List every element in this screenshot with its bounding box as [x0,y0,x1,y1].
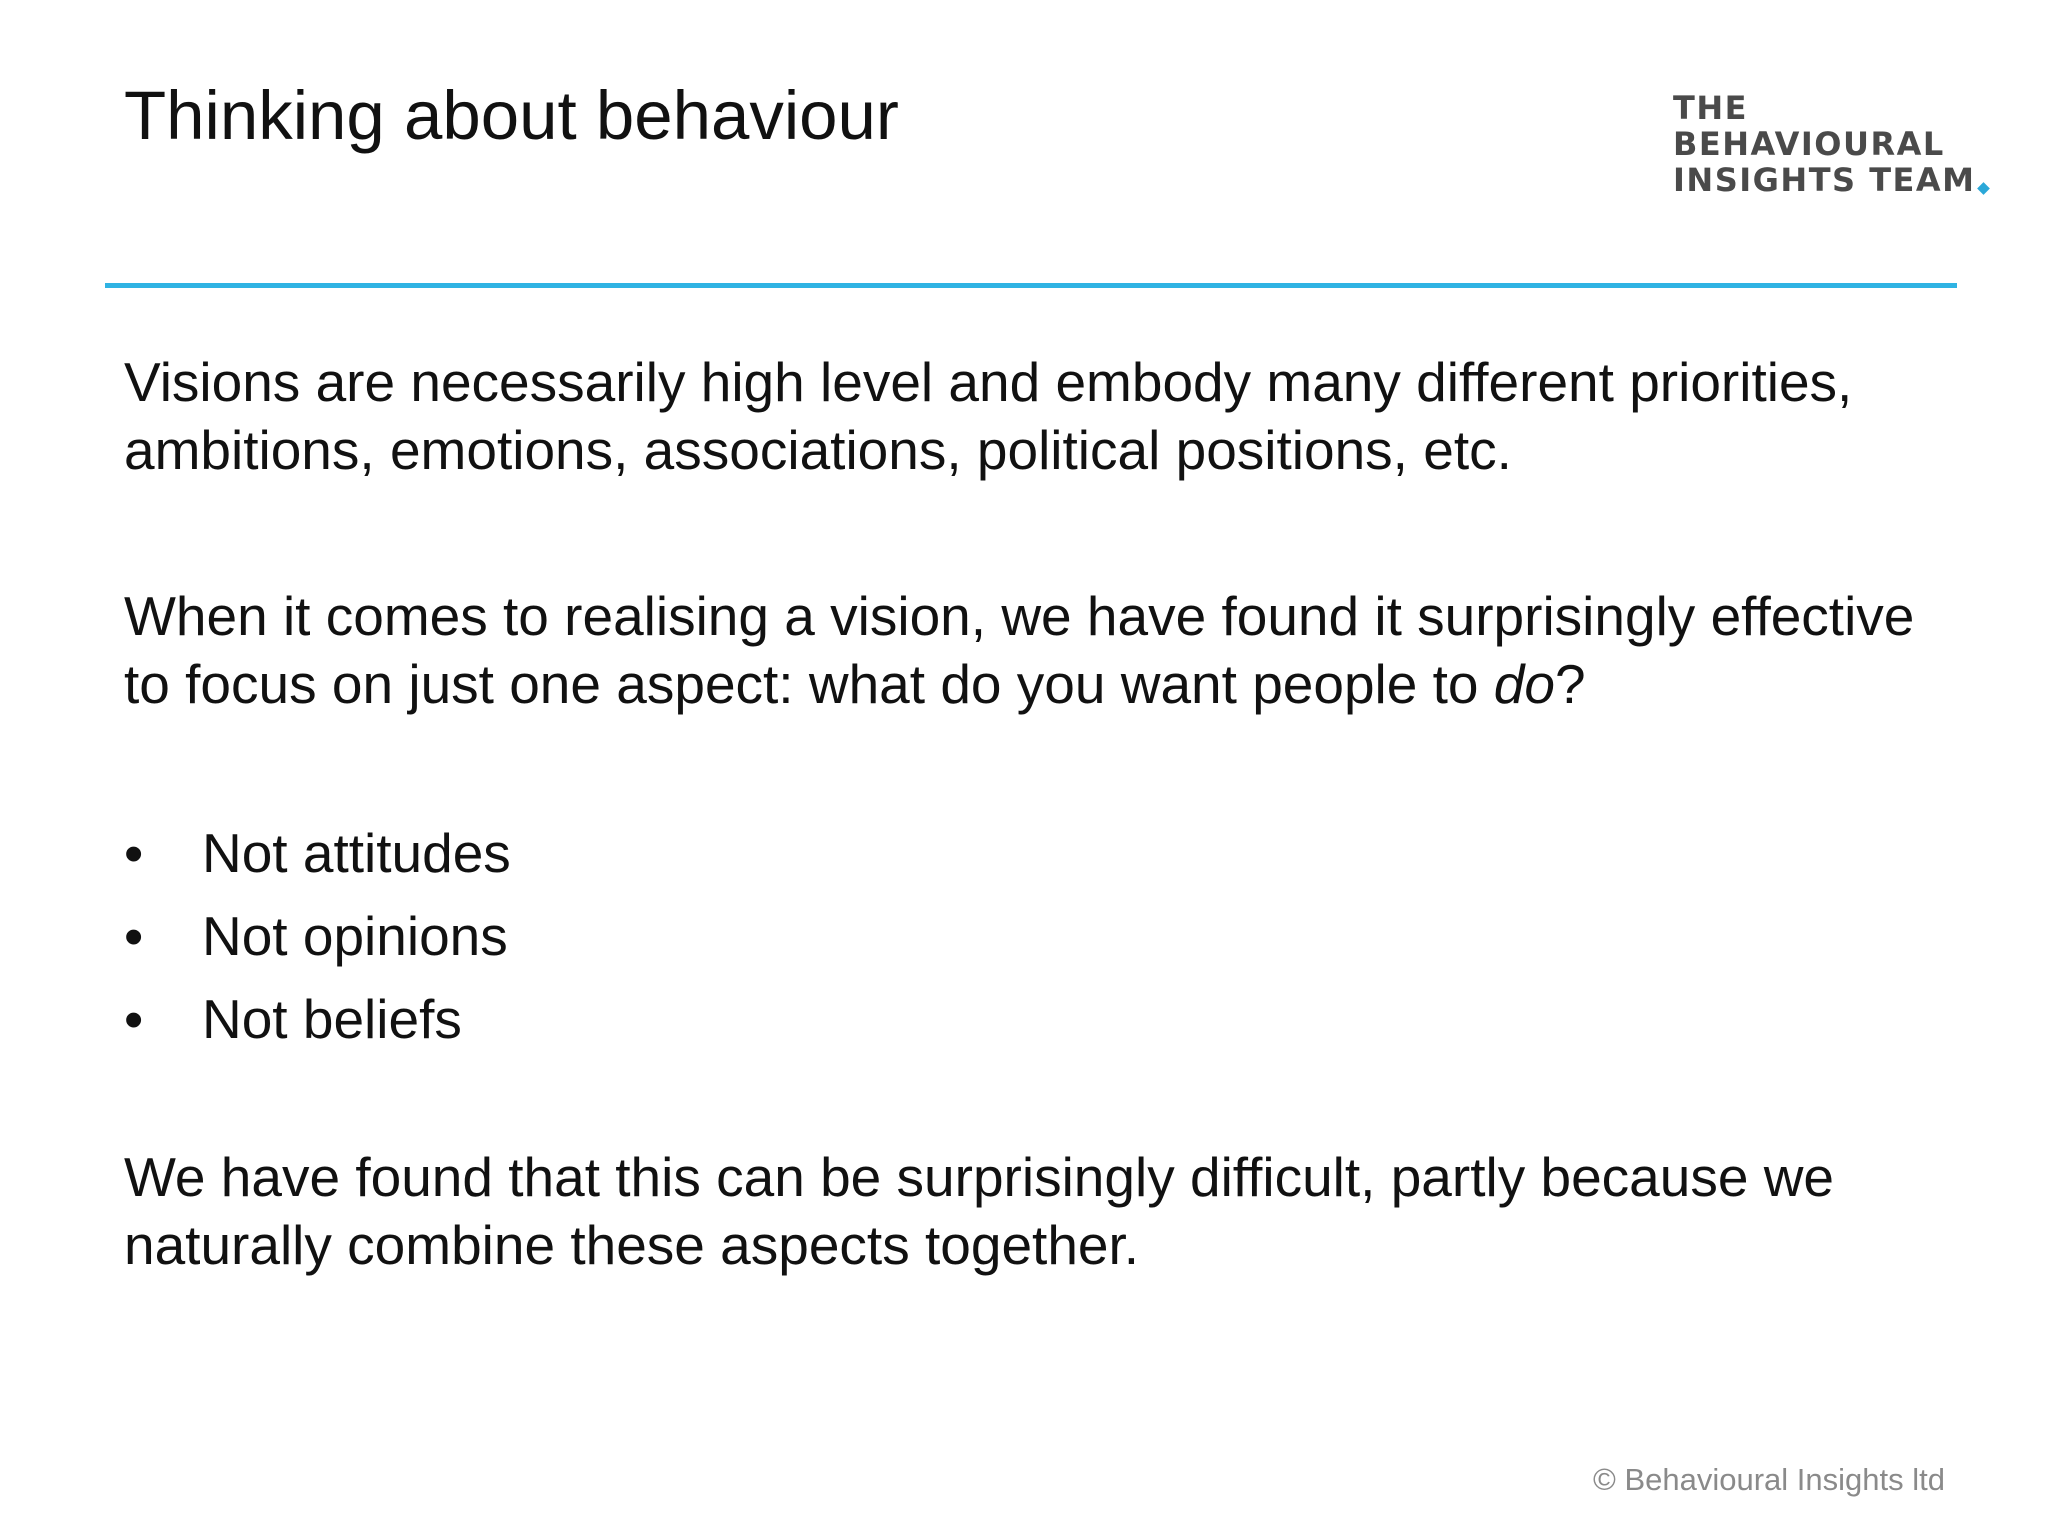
bullet-item [124,895,511,978]
paragraph-visions: Visions are necessarily high level and embody many different priorities, ambitions, emotions, associations, political positions, etc. [124,351,1853,481]
logo-line-3 [1673,161,1976,199]
bullet-icon: • [124,822,144,884]
bullet-item [124,978,511,1061]
logo-line-2: BEHAVIOURAL [1673,125,1945,163]
bit-logo [1673,89,1976,199]
bullet-item [124,812,511,895]
bullet-icon: • [124,988,144,1050]
paragraph-realising-vision [124,582,1964,718]
paragraph-difficult: We have found that this can be surprisingly difficult, partly because we naturally combine these aspects together. [124,1146,1835,1276]
bullet-text: Not opinions [202,905,508,967]
bullet-list [124,812,511,1061]
logo-accent-dot-icon [1977,182,1990,195]
bullet-text: Not beliefs [202,988,462,1050]
paragraph-realising-vision-text: When it comes to realising a vision, we have found it surprisingly effective to focus on just one aspect: what do you want people to [124,585,1915,715]
bullet-text: Not attitudes [202,822,511,884]
slide-title: Thinking about behaviour [124,77,899,154]
emphasis-do: do [1493,653,1555,715]
bullet-icon: • [124,905,144,967]
logo-line-3-text: INSIGHTS TEAM [1673,161,1976,199]
header-divider [105,283,1957,288]
copyright-footer: © Behavioural Insights ltd [1593,1462,1945,1497]
paragraph-realising-vision-end: ? [1554,653,1586,715]
logo-line-1: THE [1673,89,1748,127]
